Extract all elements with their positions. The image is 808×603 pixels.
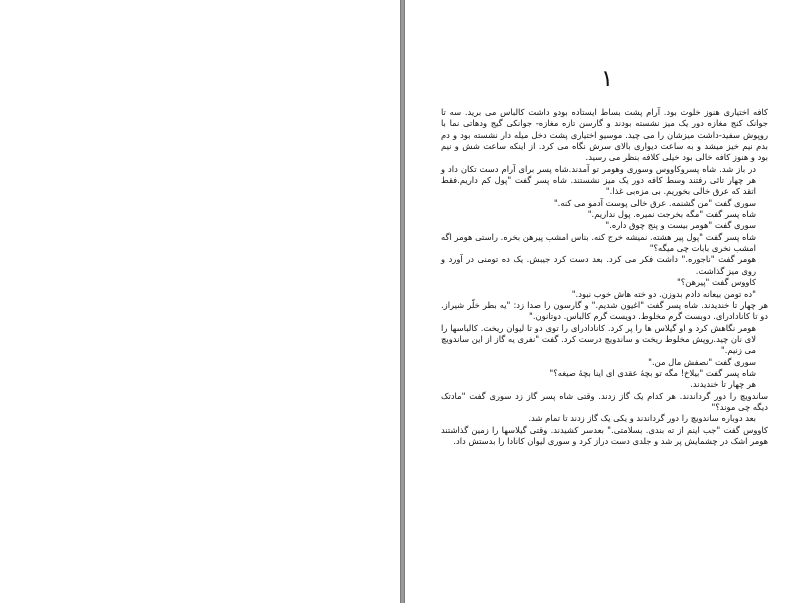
paragraph: "ده تومن بیعانه دادم بدوزن. دو خته هاش خوب نبود." bbox=[571, 288, 756, 299]
paragraph: سوری گفت "من گشنمه. عرق خالی پوست آدمو می کنه." bbox=[553, 197, 756, 208]
paragraph: ساندویچ را دور گرداندند. هر کدام یک گاز زدند. وقتی شاه پسر گاز زد سوری گفت "مادتک دیگه چی موند؟" bbox=[441, 390, 768, 412]
paragraph: هومر نگاهش کرد و او گیلاس ها را پر کرد. کانادادرای را توی دو تا لیوان ریخت. کالباسها را لای نان چید.روپش مخلوط ریخت و ساندویچ درست کرد. گفت "نفری یه گاز از این ساندویچ می زنیم." bbox=[441, 322, 756, 356]
paragraph: شاه پسر گفت "بیلاخ! مگه تو بچهٔ عقدی ای اینا بچهٔ صیغه؟" bbox=[549, 367, 756, 378]
paragraph: در باز شد. شاه پسروکاووس وسوری وهومر تو آمدند.شاه پسر برای آرام دست تکان داد و هر چهار تائی رفتند وسط کافه دور یک میز نشستند. شاه پسر گفت "پول کم داریم.فقط اتقد که عرق خالی بخوریم. بی مزەبی غذا." bbox=[441, 163, 756, 197]
paragraph: هر چهار تا خندیدند. شاه پسر گفت "اغیون شدیم." و گارسون را صدا زد: "یه بطر خلّر شیراز. دو تا کانادادرای. دوبست گرم مخلوط. دویست گرم کالباس. دوتانون." bbox=[441, 299, 768, 322]
left-page bbox=[0, 0, 401, 603]
paragraph: سوری گفت "نصفش مال من." bbox=[648, 356, 756, 367]
paragraph: کافه اختیاری هنوز خلوت بود. آرام پشت بساط ایستاده بودو داشت کالباس می برید. سه تا جوانک کنج مغازه دور یک میز نشسته بودند و گارسن تازه مغازه- جوانکی گیج ودهاتی نما با روپوش سفید-داشت میزشان را می چید. موسیو اختیاری پشت دخل میله دار نشسته بود و دم بدم نیم خیز میشد و به ساعت دیواری بالای سرش نگاه می کرد. از اینکه ساعت شش و نیم بود و هنوز کافه خالی بود خیلی کلافه بنظر می رسید. bbox=[441, 107, 768, 163]
paragraph: کاووس گفت "پیرهن؟" bbox=[676, 277, 756, 288]
paragraph: کاووس گفت "جب اینم از تە بندی. بسلامتی." بعدسر کشیدند. وقتی گیلاسها را زمین گذاشتند هومر اشک در چشمایش پر شد و جلدی دست دراز کرد و سوری لیوان کانادا را بدستش داد. bbox=[441, 424, 768, 446]
paragraph: بعد دوباره ساندویچ را دور گرداندند و یکی یک گاز زدند تا تمام شد. bbox=[528, 413, 756, 424]
paragraph: سوری گفت "هومر بیست و پنج چوق داره." bbox=[605, 220, 756, 231]
right-page bbox=[404, 0, 808, 603]
paragraph: هومر گفت "ناجوره." داشت فکر می کرد. بعد دست کرد جیبش. یک ده تومنی در آورد و روی میز گذاشت. bbox=[441, 254, 756, 276]
paragraph: شاه پسر گفت "مگه بخرجت نمیره. پول نداریم." bbox=[587, 209, 756, 220]
paragraph: هر چهار تا خندیدند. bbox=[690, 379, 756, 390]
body-text bbox=[441, 107, 768, 447]
paragraph: شاه پسر گفت "پول پیر هشته. نمیشه خرج کنه. بناس امشب پیرهن بخره. راستی هومر اگه امشب نخری بابات چی میگه؟" bbox=[441, 231, 756, 254]
page-number: ۱ bbox=[600, 66, 614, 92]
